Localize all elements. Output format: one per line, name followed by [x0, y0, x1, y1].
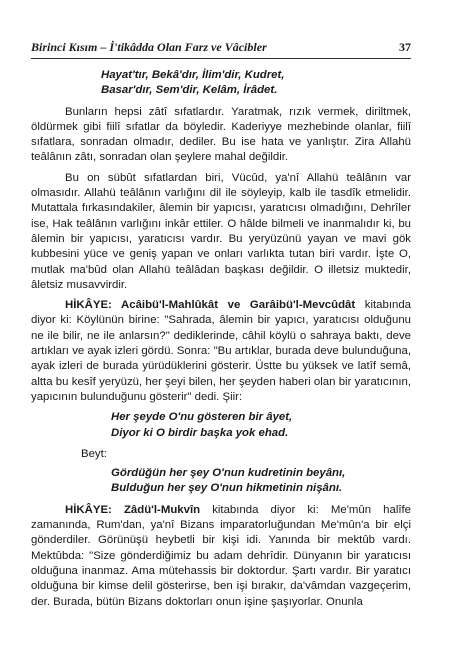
verse-line: Her şeyde O'nu gösteren bir âyet,	[111, 411, 293, 424]
story-heading: HİKÂYE: Acâibü'l-Mahlûkât ve Garâibü'l-Mevcûdât	[65, 299, 356, 312]
verse-line: Basar'dır, Sem'dir, Kelâm, İrâdet.	[101, 84, 278, 97]
paragraph-2: Bu on sübût sıfatlardan biri, Vücûd, ya'nî Allahü teâlânın var olmasıdır. Allahü teâlânın varlığını dil ile söyleyip, kalb ile tasdîk etmelidir. Mutattala fırkasındakiler, âlemin bir yapıcısı, yaratıcısı olmadığını, Dehrîler ise, Hak teâlânın varlığını inkâr ettiler. O hâlde bilmeli ve inanmalıdır ki, bu âlemin bir yapıcısı, yaratıcısı vardır. Bu yeryüzünü yayan ve mavi gök kubbesini yüce ve geniş yapan ve onları varlıkta tutan biri vardır. İşte O, mutlak ma'bûd olan Allahü teâlâdan başkası değildir. O illetsiz muktedir, âletsiz musavvirdir.	[31, 171, 411, 291]
page-body	[31, 68, 411, 615]
paragraph-1: Bunların hepsi zâtî sıfatlardır. Yaratmak, rızık vermek, diriltmek, öldürmek gibi fiilî sıfatlar da böyledir. Kaderiyye mezhebinde olanlar, fiilî sıfatlara, sonradan olmadır, dediler. Bu ise hata ve yanlıştır. Zira Allahü teâlânın zâtı, sonradan olan şeylere mahal değildir.	[31, 105, 411, 164]
verse-line: Diyor ki O birdir başka yok ehad.	[111, 426, 289, 439]
running-header	[31, 40, 411, 56]
verse-line: Bulduğun her şey O'nun hikmetinin nişânı.	[111, 482, 343, 495]
verse-line: Gördüğün her şey O'nun kudretinin beyânı,	[111, 467, 346, 480]
opening-verse	[31, 68, 411, 99]
paragraph-3	[31, 298, 411, 405]
paragraph-4	[31, 503, 411, 610]
verse-line: Hayat'tır, Bekâ'dır, İlim'dir, Kudret,	[101, 69, 285, 81]
story-text: kitabında diyor ki: Köylünün birine: "Sahrada, âlemin bir yapıcı, yaratıcısı olduğunu ne ile bilir, ne ile anlarsın?" dediklerinde, câhil köylü o sahraya baktı, deve artıkları ve ayak izleri gördü. Sonra: "Bu artıklar, burada deve bulunduğuna, ayak izleri de burada yürüdüklerini gösterir. Üstte bu yüksek ve latîf semâ, altta bu kesîf yeryüzü, her şeyi bilen, her şeyden haberi olan bir yaratıcının, yapıcının bulunduğunu gösterir" dedi. Şiir:	[31, 299, 411, 403]
page-number: 37	[399, 40, 411, 54]
story-text: kitabında diyor ki: Me'mûn halîfe zamanında, Rum'dan, ya'nî Bizans imparatorluğundan Me'mûn'a bir elçi gönderdiler. Görünüşü heybetli bir kişi idi. Yanında bir mektûb vardı. Mektûbda: "Size gönderdiğimiz bu adam dehrîdir. Dünyanın bir yaratıcısı olduğuna inanmaz. Ama mütehassis bir doktordur. Şartı vardır. Bir yaratıcı olduğuna bir kimse delil gösterirse, ben işi bırakır, da'vâmdan vazgeçerim, der. Burada, bütün Bizans doktorları onun işine şaşıyorlar. Onunla	[31, 503, 412, 608]
header-title: Birinci Kısım – İ'tikâdda Olan Farz ve Vâcibler	[31, 40, 267, 54]
beyt-label: Beyt:	[81, 447, 107, 460]
story-heading: HİKÂYE: Zâdü'l-Mukvîn	[65, 503, 201, 516]
header-rule	[31, 58, 411, 59]
beyt-verse	[31, 466, 411, 497]
poem-verse	[31, 410, 411, 441]
